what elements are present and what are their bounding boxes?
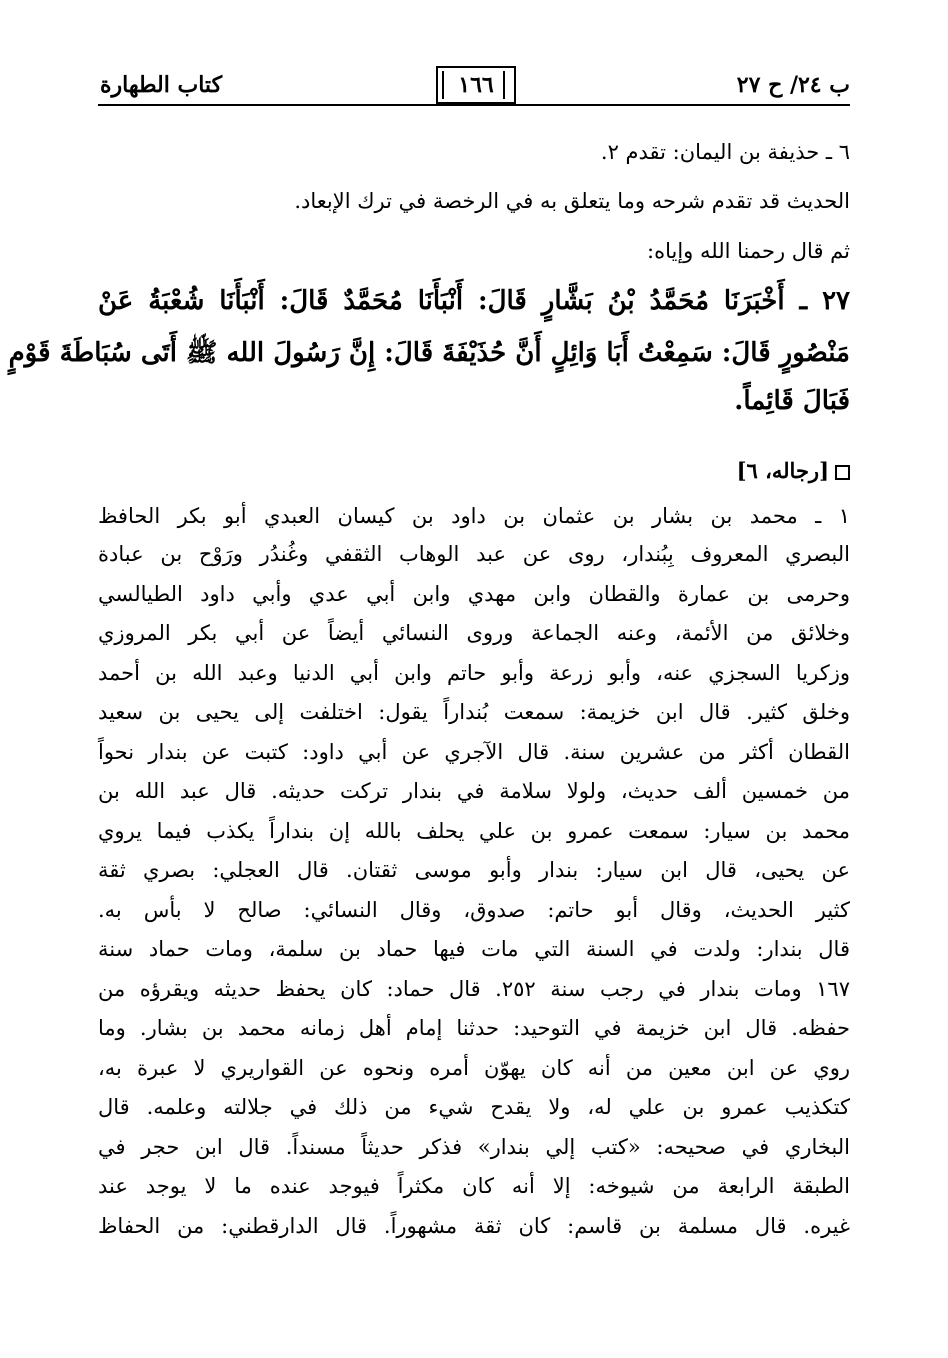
book-title: كتاب الطهارة (100, 72, 223, 98)
hadith-line: ٢٧ ـ أَخْبَرَنَا مُحَمَّدُ بْنُ بَشَّارٍ قَالَ: أَنْبَأَنَا مُحَمَّدٌ قَالَ: أَنْبَأَنَا شُعْبَةُ عَنْ (98, 286, 850, 316)
body-line: الطبقة الرابعة من شيوخه: إلا أنه كان مكثراً فيوجد عنده ما لا يوجد عند (98, 1174, 850, 1198)
body-line: البخاري في صحيحه: «كتب إلي بندار» فذكر حديثاً مسنداً. قال ابن حجر في (98, 1135, 850, 1159)
body-line: غيره. قال مسلمة بن قاسم: كان ثقة مشهوراً. قال الدارقطني: من الحفاظ (98, 1214, 850, 1238)
body-line: القطان أكثر من عشرين سنة. قال الآجري عن أبي داود: كتبت عن بندار نحواً (98, 740, 850, 764)
hadith-line: مَنْصُورٍ قَالَ: سَمِعْتُ أَبَا وَائِلٍ أَنَّ حُذَيْفَةَ قَالَ: إِنَّ رَسُولَ الله ﷺ أَتَى سُبَاطَةَ قَوْمٍ (8, 338, 850, 368)
body-line: محمد بن سيار: سمعت عمرو بن علي يحلف بالله إن بنداراً يكذب فيما يروي (98, 819, 850, 843)
narrator-note: ٦ ـ حذيفة بن اليمان: تقدم ٢. (600, 140, 850, 164)
body-line: كتكذيب عمرو بن علي له، ولا يقدح شيء من ذلك في جلالته وعلمه. قال (98, 1095, 850, 1119)
page-number: ١٦٦ (436, 66, 516, 104)
body-line: وخلق كثير. قال ابن خزيمة: سمعت بُنداراً يقول: اختلفت إلى يحيى بن سعيد (98, 700, 850, 724)
transition-line: ثم قال رحمنا الله وإياه: (647, 239, 850, 263)
body-line: ١٦٧ ومات بندار في رجب سنة ٢٥٢. قال حماد: كان يحفظ حديثه ويقرؤه من (98, 977, 850, 1001)
section-heading-text: [رجاله، ٦] (736, 458, 829, 483)
page-header (98, 66, 850, 106)
body-line: ١ ـ محمد بن بشار بن عثمان بن داود بن كيسان العبدي أبو بكر الحافظ (98, 504, 850, 528)
body-line: كثير الحديث، وقال أبو حاتم: صدوق، وقال النسائي: صالح لا بأس به. (98, 898, 850, 922)
body-line: حفظه. قال ابن خزيمة في التوحيد: حدثنا إمام أهل زمانه محمد بن بشار. وما (98, 1016, 850, 1040)
body-line: قال بندار: ولدت في السنة التي مات فيها حماد بن سلمة، ومات حماد سنة (98, 937, 850, 961)
body-line: وخلائق من الأئمة، وعنه الجماعة وروى النسائي أيضاً عن أبي بكر المروزي (98, 621, 850, 645)
square-bullet-icon (835, 465, 850, 480)
body-line: عن يحيى، قال ابن سيار: بندار وأبو موسى ثقتان. قال العجلي: بصري ثقة (98, 858, 850, 882)
body-line: من خمسين ألف حديث، ولولا سلامة في بندار تركت حديثه. قال عبد الله بن (98, 779, 850, 803)
hadith-line: فَبَالَ قَائِماً. (734, 386, 850, 416)
body-line: البصري المعروف بِبُندار، روى عن عبد الوهاب الثقفي وغُندُر ورَوْح بن عبادة (98, 542, 850, 566)
body-line: وزكريا السجزي عنه، وأبو زرعة وأبو حاتم وابن أبي الدنيا وعبد الله بن أحمد (98, 661, 850, 685)
body-line: روي عن ابن معين من أنه كان يهوّن أمره ونحوه عن القواريري لا عبرة به، (98, 1056, 850, 1080)
commentary-line: الحديث قد تقدم شرحه وما يتعلق به في الرخصة في ترك الإبعاد. (294, 189, 850, 213)
body-line: وحرمى بن عمارة والقطان وابن مهدي وابن أبي عدي وأبي داود الطيالسي (98, 582, 850, 606)
header-divider (98, 104, 850, 106)
section-heading (737, 458, 850, 483)
chapter-reference: ب ٢٤/ ح ٢٧ (736, 72, 850, 98)
